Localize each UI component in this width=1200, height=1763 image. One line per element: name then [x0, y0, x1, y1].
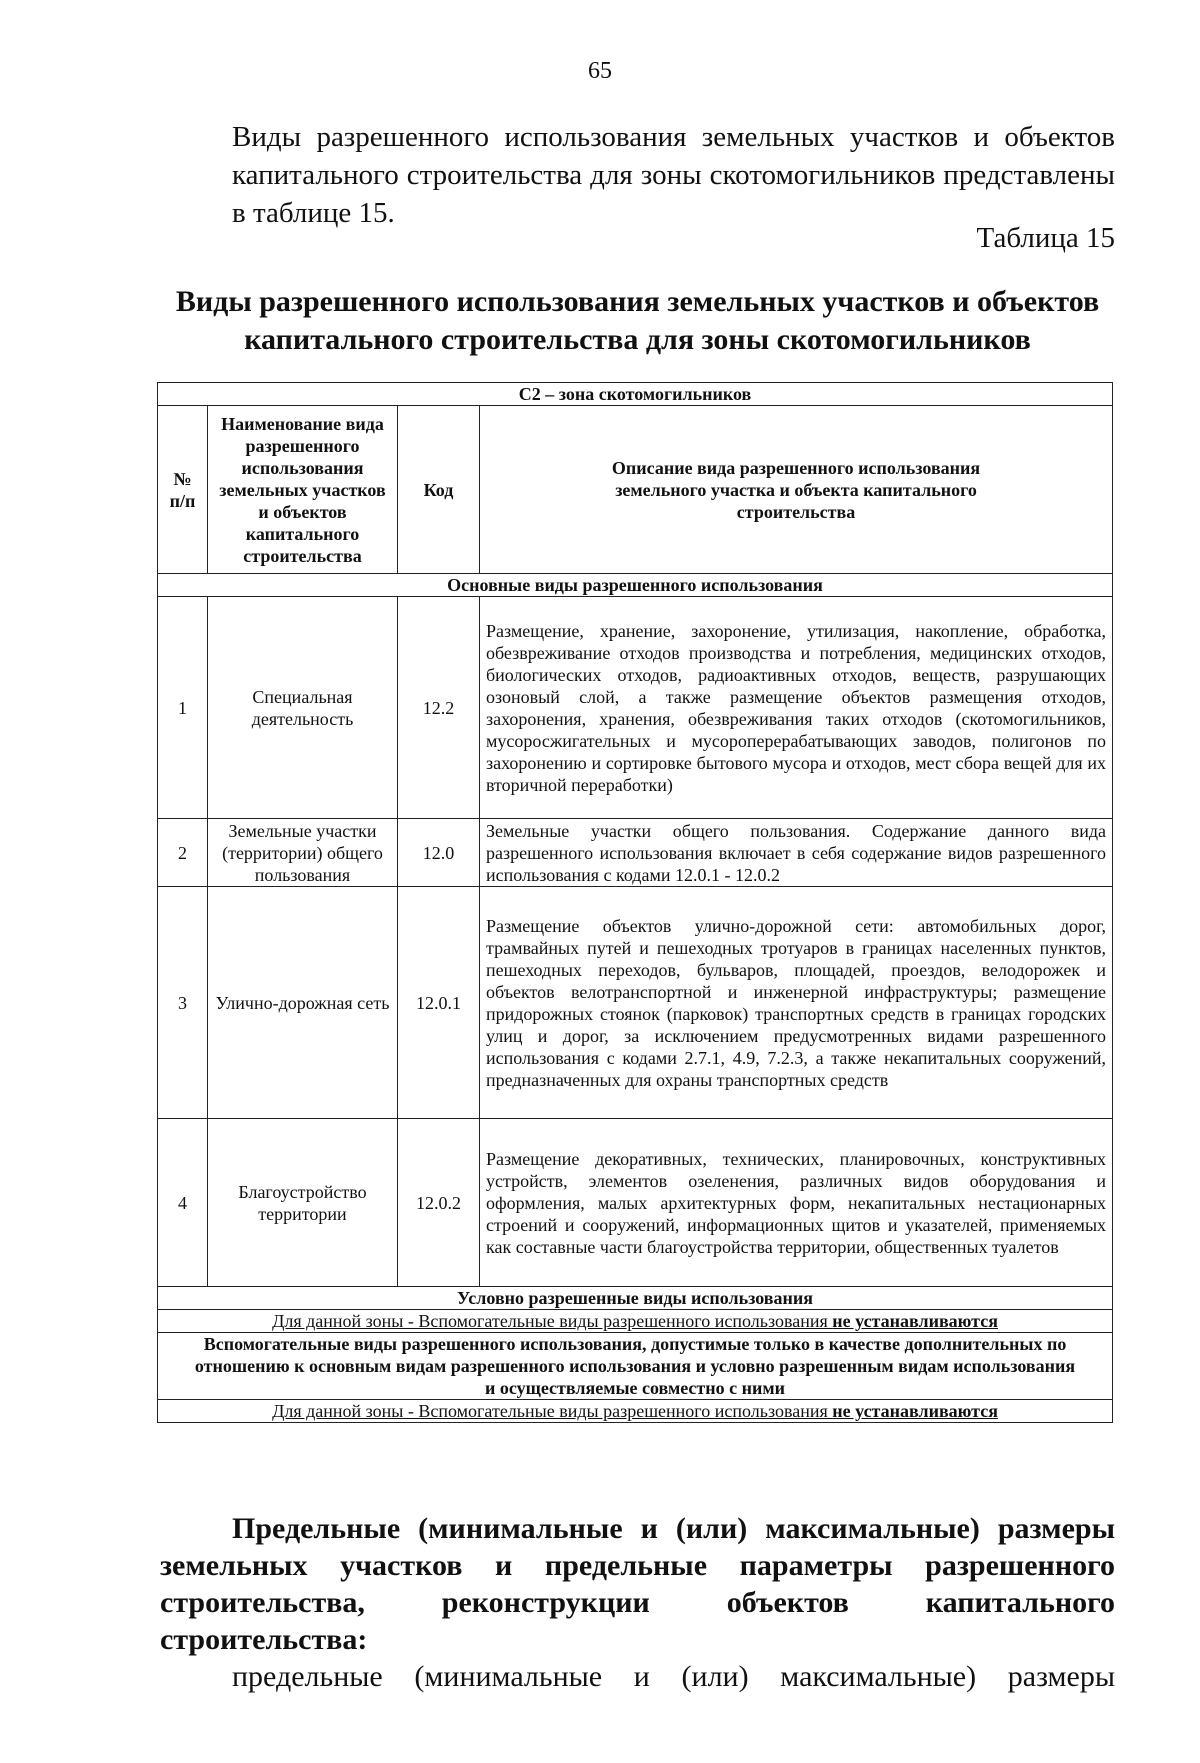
row-code: 12.0 [398, 819, 480, 887]
intro-text: Виды разрешенного использования земельных участков и объектов капитального строительства для зоны скотомогильников представлены в таблице 15. [232, 121, 1115, 229]
row-name: Благоустройство территории [208, 1119, 398, 1287]
row-code: 12.0.1 [398, 887, 480, 1119]
limits-heading-line2: земельных участков и предельные параметры разрешенного [160, 1549, 1115, 1582]
not-set-prefix: Для данной зоны - Вспомогательные виды разрешенного использования [272, 1401, 833, 1421]
row-no: 1 [158, 597, 208, 819]
col-code-header: Код [398, 406, 480, 574]
row-desc: Размещение, хранение, захоронение, утилизация, накопление, обработка, обезвреживание отходов производства и потребления, медицинских отходов, биологических отходов, радиоактивных отходов, веществ, разрушающих озоновый слой, а также размещение объектов размещения отходов, захоронения, хранения, обезвреживания таких отходов (скотомогильников, мусоросжигательных и мусороперерабатывающих заводов, полигонов по захоронению и сортировке бытового мусора и отходов, мест сбора вещей для их вторичной переработки) [480, 597, 1113, 819]
not-set-row [158, 1310, 1113, 1333]
limits-text: предельные (минимальные и (или) максимальные) размеры [232, 1660, 1115, 1693]
page-number: 65 [588, 58, 612, 84]
row-desc: Размещение декоративных, технических, планировочных, конструктивных устройств, элементов озеленения, различных видов оборудования и оформления, малых архитектурных форм, некапитальных нестационарных строений и сооружений, информационных щитов и указателей, применяемых как составные части благоустройства территории, общественных туалетов [480, 1119, 1113, 1287]
main-section-title: Основные виды разрешенного использования [158, 574, 1113, 597]
col-no-header: № п/п [158, 406, 208, 574]
not-set-row [158, 1400, 1113, 1423]
auxiliary-section-title: Вспомогательные виды разрешенного использования, допустимые только в качестве дополнительных по отношению к основным видам разрешенного использования и условно разрешенным видам использования и осуществляемые совместно с ними [158, 1333, 1113, 1400]
conditional-section-title: Условно разрешенные виды использования [158, 1287, 1113, 1310]
row-code: 12.0.2 [398, 1119, 480, 1287]
table-row [158, 1119, 1113, 1287]
row-code: 12.2 [398, 597, 480, 819]
row-name: Земельные участки (территории) общего пользования [208, 819, 398, 887]
row-no: 2 [158, 819, 208, 887]
not-set-note [158, 1310, 1113, 1333]
row-no: 3 [158, 887, 208, 1119]
limits-heading [160, 1510, 1115, 1658]
limits-section [160, 1510, 1115, 1695]
not-set-bold: не устанавливаются [832, 1311, 998, 1331]
table-label: Таблица 15 [976, 222, 1115, 254]
table-heading [150, 283, 1125, 359]
col-name-header: Наименование вида разрешенного использования земельных участков и объектов капитального строительства [208, 406, 398, 574]
col-desc-header: Описание вида разрешенного использования земельного участка и объекта капитального строительства [480, 406, 1113, 574]
main-section-row [158, 574, 1113, 597]
not-set-bold: не устанавливаются [832, 1401, 998, 1421]
table-heading-line1: Виды разрешенного использования земельных участков и объектов [175, 285, 1100, 318]
not-set-note [158, 1400, 1113, 1423]
limits-heading-line3: строительства, реконструкции объектов капитального строительства: [160, 1586, 1115, 1656]
intro-paragraph [160, 118, 1115, 232]
row-name: Улично-дорожная сеть [208, 887, 398, 1119]
table-heading-line2: капитального строительства для зоны скотомогильников [244, 323, 1031, 356]
header-row [158, 406, 1113, 574]
land-use-table [157, 382, 1113, 1423]
table-row [158, 597, 1113, 819]
conditional-section-row [158, 1287, 1113, 1310]
row-desc: Земельные участки общего пользования. Содержание данного вида разрешенного использования включает в себя содержание видов разрешенного использования с кодами 12.0.1 - 12.0.2 [480, 819, 1113, 887]
auxiliary-section-row [158, 1333, 1113, 1400]
row-no: 4 [158, 1119, 208, 1287]
table-row [158, 819, 1113, 887]
row-name: Специальная деятельность [208, 597, 398, 819]
zone-title-row [158, 383, 1113, 406]
not-set-prefix: Для данной зоны - Вспомогательные виды разрешенного использования [272, 1311, 833, 1331]
row-desc: Размещение объектов улично-дорожной сети: автомобильных дорог, трамвайных путей и пешеходных тротуаров в границах населенных пунктов, пешеходных переходов, бульваров, площадей, проездов, велодорожек и объектов велотранспортной и инженерной инфраструктуры; размещение придорожных стоянок (парковок) транспортных средств в границах городских улиц и дорог, за исключением предусмотренных видами разрешенного использования с кодами 2.7.1, 4.9, 7.2.3, а также некапитальных сооружений, предназначенных для охраны транспортных средств [480, 887, 1113, 1119]
table-row [158, 887, 1113, 1119]
limits-heading-line1: Предельные (минимальные и (или) максимальные) размеры [232, 1512, 1115, 1545]
zone-title: С2 – зона скотомогильников [158, 383, 1113, 406]
